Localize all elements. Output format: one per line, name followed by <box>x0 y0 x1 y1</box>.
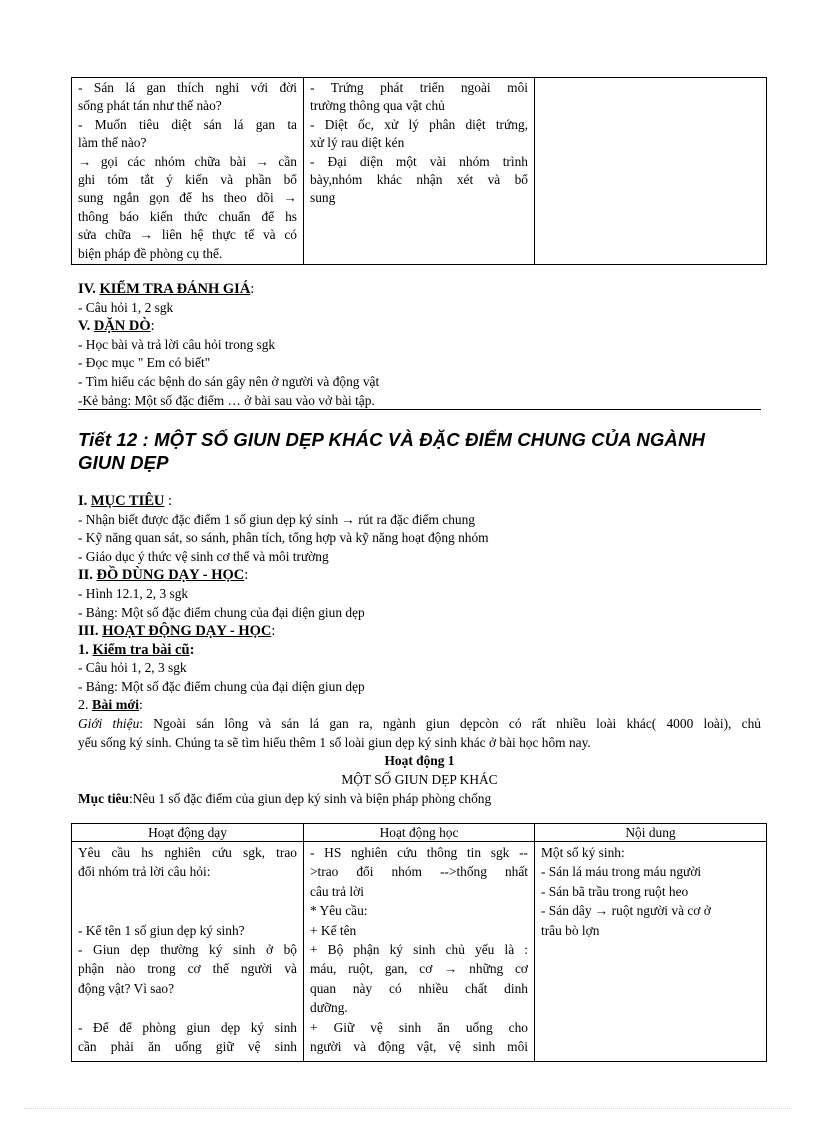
text-line: trâu bò lợn <box>541 922 600 938</box>
heading-number: V. <box>78 318 94 335</box>
objective-item: - Giáo dục ý thức vệ sinh cơ thể và môi trường <box>78 548 329 564</box>
heading-colon: : <box>164 493 173 509</box>
text-line: Một số ký sinh: <box>541 845 625 860</box>
homework-heading <box>78 317 761 336</box>
text-line: biện pháp đề phòng cụ thể. <box>78 245 223 261</box>
homework-item: - Đọc mục " Em có biết" <box>78 355 211 371</box>
text-line: - Sán lá gan thích nghi với đời <box>78 80 297 95</box>
text-line: xử lý rau diệt kén <box>310 135 405 151</box>
column-header: Hoạt động dạy <box>72 824 304 842</box>
text-line: sung ngắn gọn để hs theo dõi → <box>78 190 297 206</box>
text-line: - Sán bã trầu trong ruột heo <box>541 883 689 899</box>
lesson-title-line: Tiết 12 : MỘT SỐ GIUN DẸP KHÁC VÀ ĐẶC ĐIỂM CHUNG CỦA NGÀNH <box>78 429 706 450</box>
heading-colon: : <box>150 318 155 335</box>
text-line: sửa chữa → liên hệ thực tế và có <box>78 227 297 243</box>
homework-item: - Tìm hiểu các bệnh do sán gây nên ở người và động vật <box>78 373 380 389</box>
text-line: sung <box>310 190 336 206</box>
text-line: - HS nghiên cứu thông tin sgk -- <box>310 845 528 860</box>
text-line: * Yêu cầu: <box>310 903 368 919</box>
goal-text: :Nêu 1 số đặc điểm của giun dẹp ký sinh và biện pháp phòng chống <box>128 790 492 806</box>
activity-subtitle: MỘT SỐ GIUN DẸP KHÁC <box>341 771 498 787</box>
column-header: Nội dung <box>535 824 767 842</box>
intro-text: : Ngoài sán lông và sán lá gan ra, ngành giun dẹpcòn có rất nhiều loài khác( 4000 loài), chủ <box>139 716 761 732</box>
check-item: - Câu hỏi 1, 2, 3 sgk <box>78 660 187 676</box>
lesson-body <box>78 492 761 808</box>
check-item: - Bảng: Một số đặc điểm chung của đại diện giun dẹp <box>78 678 365 694</box>
text-line: → gọi các nhóm chữa bài → cần <box>78 153 297 169</box>
objectives-heading <box>78 492 761 511</box>
intro-line: yếu sống ký sinh. Chúng ta sẽ tìm hiểu thêm 1 số loài giun dẹp ký sinh khác ở bài học hôm nay. <box>78 734 591 750</box>
heading-number: III. <box>78 623 103 640</box>
heading-colon: : <box>139 697 143 713</box>
text-line: - Giun dẹp thường ký sinh ở bộ <box>78 942 297 957</box>
text-line: máu, ruột, gan, cơ → những cơ <box>310 961 528 977</box>
text-line: động vật? Vì sao? <box>78 980 175 996</box>
text-line: + Bộ phận ký sinh chủ yếu là : <box>310 942 528 958</box>
text-line: bày,nhóm khác nhận xét và bổ <box>310 172 528 188</box>
objective-item: - Kỹ năng quan sát, so sánh, phân tích, tổng hợp và kỹ năng hoạt động nhóm <box>78 530 489 546</box>
heading-text: DẶN DÒ <box>93 318 151 335</box>
content-cell <box>535 842 767 1062</box>
text-line: - Kể tên 1 số giun dẹp ký sinh? <box>78 922 245 938</box>
student-activity-cell <box>304 842 535 1062</box>
text-line: - Muốn tiêu diệt sán lá gan ta <box>78 116 297 132</box>
heading-text: HOẠT ĐỘNG DẠY - HỌC <box>102 623 272 640</box>
text-line: cần phải ăn uống giữ vệ sinh <box>78 1039 297 1055</box>
text-line: phận nào trong cơ thể người và <box>78 961 297 977</box>
text-line: quan này có nhiều chất dinh <box>310 980 528 996</box>
heading-text: Bài mới <box>92 697 140 713</box>
text-line: câu trả lời <box>310 883 364 899</box>
text-line: + Giữ vệ sinh ăn uống cho <box>310 1019 528 1035</box>
text-line: - Đại diện một vài nhóm trình <box>310 153 528 169</box>
text-line: ghi tóm tắt ý kiến và phần bổ <box>78 172 297 188</box>
text-line: Yêu cầu hs nghiên cứu sgk, trao <box>78 845 297 860</box>
activity-goal <box>78 790 761 809</box>
new-lesson-heading <box>78 697 761 716</box>
blank-line <box>78 901 297 920</box>
goal-label: Mục tiêu <box>78 790 129 806</box>
text-line: trường thông qua vật chủ <box>310 98 445 114</box>
heading-text: Kiểm tra bài cũ <box>92 641 190 658</box>
text-line: >trao đổi nhóm -->thống nhất <box>310 864 528 880</box>
review-section <box>78 280 761 410</box>
table-row <box>72 842 767 1062</box>
top-table-teacher-cell <box>72 78 304 265</box>
check-heading <box>78 641 761 660</box>
page-footer-rule <box>24 1108 792 1109</box>
material-item: - Bảng: Một số đặc điểm chung của đại diện giun dẹp <box>78 604 365 620</box>
blank-line <box>78 882 297 901</box>
text-line: đổi nhóm trả lời câu hỏi: <box>78 864 211 880</box>
review-item: - Câu hỏi 1, 2 sgk <box>78 299 174 315</box>
heading-colon: : <box>250 281 255 297</box>
heading-number: 1. <box>78 641 93 658</box>
text-line: thông báo kiến thức chuẩn để hs <box>78 208 297 224</box>
heading-colon: : <box>189 641 195 658</box>
lesson-title-line: GIUN DẸP <box>78 452 169 473</box>
heading-number: 2. <box>78 697 92 713</box>
column-header: Hoạt động học <box>304 824 535 842</box>
heading-colon: : <box>244 567 249 584</box>
materials-heading <box>78 566 761 585</box>
activity-title: Hoạt động 1 <box>384 753 455 769</box>
text-line: - Sán lá máu trong máu người <box>541 864 702 880</box>
activities-heading <box>78 622 761 641</box>
section-divider <box>78 409 761 410</box>
heading-text: KIỂM TRA ĐÁNH GIÁ <box>99 281 251 297</box>
intro-label: Giới thiệu <box>78 716 140 732</box>
heading-number: I. <box>78 493 91 509</box>
lesson-title <box>78 428 768 474</box>
text-line: sống phát tán như thế nào? <box>78 98 222 114</box>
table-header-row <box>72 824 767 842</box>
heading-colon: : <box>271 623 276 640</box>
top-table-content-cell <box>535 78 767 265</box>
intro-line <box>78 715 761 734</box>
text-line: - Sán dây → ruột người và cơ ở <box>541 903 711 919</box>
text-line: người và động vật, vệ sinh môi <box>310 1039 528 1055</box>
heading-number: IV. <box>78 281 100 297</box>
activity-table <box>71 823 767 1062</box>
text-line: dưỡng. <box>310 1000 348 1016</box>
top-table-student-cell <box>304 78 535 265</box>
text-line: + Kể tên <box>310 922 357 938</box>
text-line: - Diệt ốc, xử lý phân diệt trứng, <box>310 116 528 132</box>
objective-item: - Nhận biết được đặc điểm 1 số giun dẹp ký sinh → rút ra đặc điểm chung <box>78 511 475 527</box>
teacher-activity-cell <box>72 842 304 1062</box>
heading-text: MỤC TIÊU <box>90 493 165 509</box>
text-line: làm thế nào? <box>78 135 147 151</box>
homework-item: - Học bài và trả lời câu hỏi trong sgk <box>78 336 276 352</box>
homework-item: -Kẻ bảng: Một số đặc điểm … ở bài sau vào vở bài tập. <box>78 392 375 408</box>
blank-line <box>78 998 297 1017</box>
heading-text: ĐỒ DÙNG DẠY - HỌC <box>96 567 245 584</box>
top-activity-table <box>71 77 767 265</box>
text-line: - Để để phòng giun dẹp ký sinh <box>78 1019 297 1035</box>
material-item: - Hình 12.1, 2, 3 sgk <box>78 585 189 601</box>
text-line: - Trứng phát triển ngoài môi <box>310 80 528 95</box>
review-heading <box>78 280 761 299</box>
heading-number: II. <box>78 567 97 584</box>
